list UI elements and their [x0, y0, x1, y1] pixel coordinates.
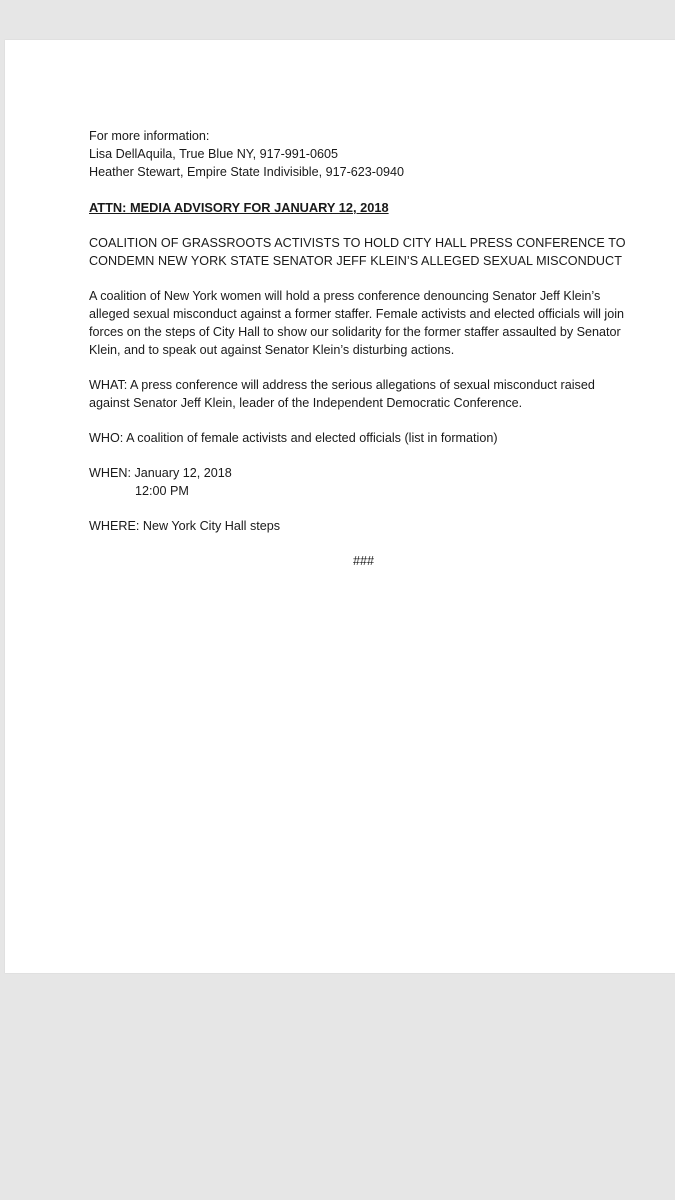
- what-line: against Senator Jeff Klein, leader of the Independent Democratic Conference.: [89, 396, 523, 410]
- press-advisory-body: [89, 127, 649, 570]
- intro-line: alleged sexual misconduct against a former staffer. Female activists and elected officials will join: [89, 307, 625, 321]
- intro-line: A coalition of New York women will hold a press conference denouncing Senator Jeff Klein’s: [89, 289, 601, 303]
- contact-info: [89, 127, 649, 181]
- what-paragraph: [89, 376, 649, 412]
- where-paragraph: WHERE: New York City Hall steps: [89, 519, 281, 533]
- end-mark: ###: [353, 554, 375, 568]
- intro-line: forces on the steps of City Hall to show our solidarity for the former staffer assaulted by Senator: [89, 325, 621, 339]
- contact-line: Heather Stewart, Empire State Indivisible, 917-623-0940: [89, 165, 405, 179]
- intro-line: Klein, and to speak out against Senator Klein’s disturbing actions.: [89, 343, 455, 357]
- attn-heading: ATTN: MEDIA ADVISORY FOR JANUARY 12, 2018: [89, 200, 389, 215]
- when-paragraph: [89, 464, 649, 500]
- intro-paragraph: [89, 287, 649, 359]
- headline-line: CONDEMN NEW YORK STATE SENATOR JEFF KLEIN’S ALLEGED SEXUAL MISCONDUCT: [89, 254, 622, 268]
- contact-heading: For more information:: [89, 129, 210, 143]
- when-date: WHEN: January 12, 2018: [89, 466, 232, 480]
- who-paragraph: WHO: A coalition of female activists and elected officials (list in formation): [89, 431, 498, 445]
- when-time: 12:00 PM: [135, 484, 189, 498]
- what-line: WHAT: A press conference will address the serious allegations of sexual misconduct raised: [89, 378, 595, 392]
- document-page: [5, 40, 675, 973]
- contact-line: Lisa DellAquila, True Blue NY, 917-991-0605: [89, 147, 339, 161]
- headline: [89, 234, 649, 270]
- headline-line: COALITION OF GRASSROOTS ACTIVISTS TO HOLD CITY HALL PRESS CONFERENCE TO: [89, 236, 626, 250]
